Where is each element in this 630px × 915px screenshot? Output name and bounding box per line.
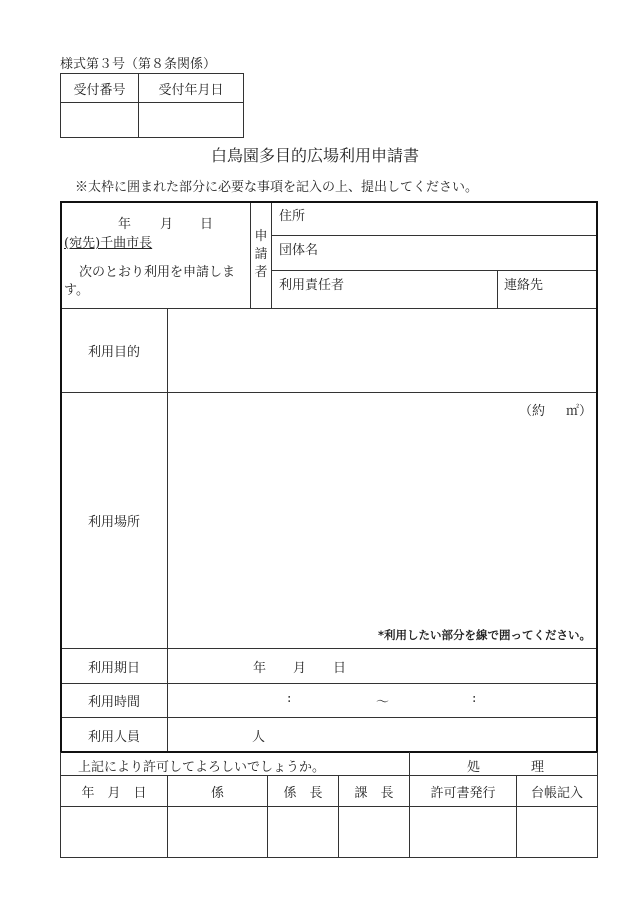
divider: [497, 270, 498, 308]
approval-date-field[interactable]: [61, 807, 167, 857]
receipt-date-label: 受付年月日: [158, 82, 224, 98]
time-colon-end: :: [472, 691, 477, 706]
time-colon-start: :: [287, 691, 292, 706]
receipt-date-header: [138, 73, 244, 103]
contact-label: 連絡先: [504, 278, 544, 293]
people-label: 利用人員: [87, 729, 140, 745]
receipt-date-field[interactable]: [138, 102, 244, 138]
approval-question: 上記により許可してよろしいでしょうか。: [78, 760, 326, 775]
approval-col-permit-issue: 許可書発行: [430, 785, 496, 801]
purpose-label: 利用目的: [87, 345, 140, 360]
date-day: 日: [200, 217, 214, 232]
form-title: 白鳥園多目的広場利用申請書: [210, 146, 419, 165]
purpose-field[interactable]: [168, 309, 596, 392]
period-day: 日: [333, 661, 347, 676]
approval-col-section-head: 課 長: [354, 785, 394, 801]
applicant-label-char: 申: [254, 229, 268, 244]
approval-staff-field[interactable]: [168, 807, 267, 857]
time-field[interactable]: [168, 684, 596, 717]
place-note: *利用したい部分を線で囲ってください。: [378, 628, 592, 642]
request-text: 次のとおり利用を申請します。: [64, 265, 236, 298]
approval-permit-issue-field[interactable]: [410, 807, 516, 857]
address-label: 住所: [279, 209, 306, 224]
approval-chief-field[interactable]: [268, 807, 338, 857]
instruction-text: ※太枠に囲まれた部分に必要な事項を記入の上、提出してください。: [75, 180, 479, 195]
approval-col-staff: 係: [210, 785, 224, 801]
group-name-field[interactable]: [330, 236, 596, 269]
divider: [271, 202, 272, 308]
addressee: (宛先)千曲市長: [64, 236, 153, 251]
time-tilde: 〜: [376, 695, 390, 710]
process-label-2: 理: [531, 760, 545, 775]
time-label: 利用時間: [87, 695, 140, 710]
contact-field[interactable]: [546, 271, 596, 307]
responsible-person-field[interactable]: [360, 271, 496, 307]
applicant-label: [251, 228, 271, 282]
address-field[interactable]: [320, 203, 596, 234]
applicant-label-char: 請: [254, 247, 268, 262]
approval-col-ledger-entry: 台帳記入: [530, 785, 583, 801]
receipt-number-field[interactable]: [60, 102, 139, 138]
responsible-person-label: 利用責任者: [279, 278, 345, 293]
period-field[interactable]: [168, 649, 596, 683]
date-month: 月: [160, 217, 174, 232]
approval-col-date: 年 月 日: [81, 785, 147, 801]
receipt-number-label: 受付番号: [73, 82, 126, 98]
place-field[interactable]: [168, 393, 596, 648]
people-unit: 人: [252, 730, 266, 745]
date-year: 年: [118, 217, 132, 232]
period-year: 年: [253, 661, 267, 676]
period-month: 月: [293, 661, 307, 676]
area-open: （約: [519, 404, 546, 419]
approval-ledger-entry-field[interactable]: [517, 807, 597, 857]
place-label: 利用場所: [87, 515, 140, 530]
applicant-label-char: 者: [254, 265, 268, 280]
form-number: 様式第３号（第８条関係）: [60, 57, 217, 72]
group-name-label: 団体名: [279, 243, 319, 258]
receipt-number-header: [60, 73, 139, 103]
period-label: 利用期日: [87, 660, 140, 676]
approval-col-chief: 係 長: [283, 785, 323, 801]
area-unit: ㎡）: [566, 404, 593, 419]
process-label-1: 処: [467, 760, 481, 775]
divider: [60, 857, 598, 858]
divider: [597, 752, 598, 858]
approval-section-head-field[interactable]: [339, 807, 409, 857]
people-field[interactable]: [168, 718, 596, 752]
